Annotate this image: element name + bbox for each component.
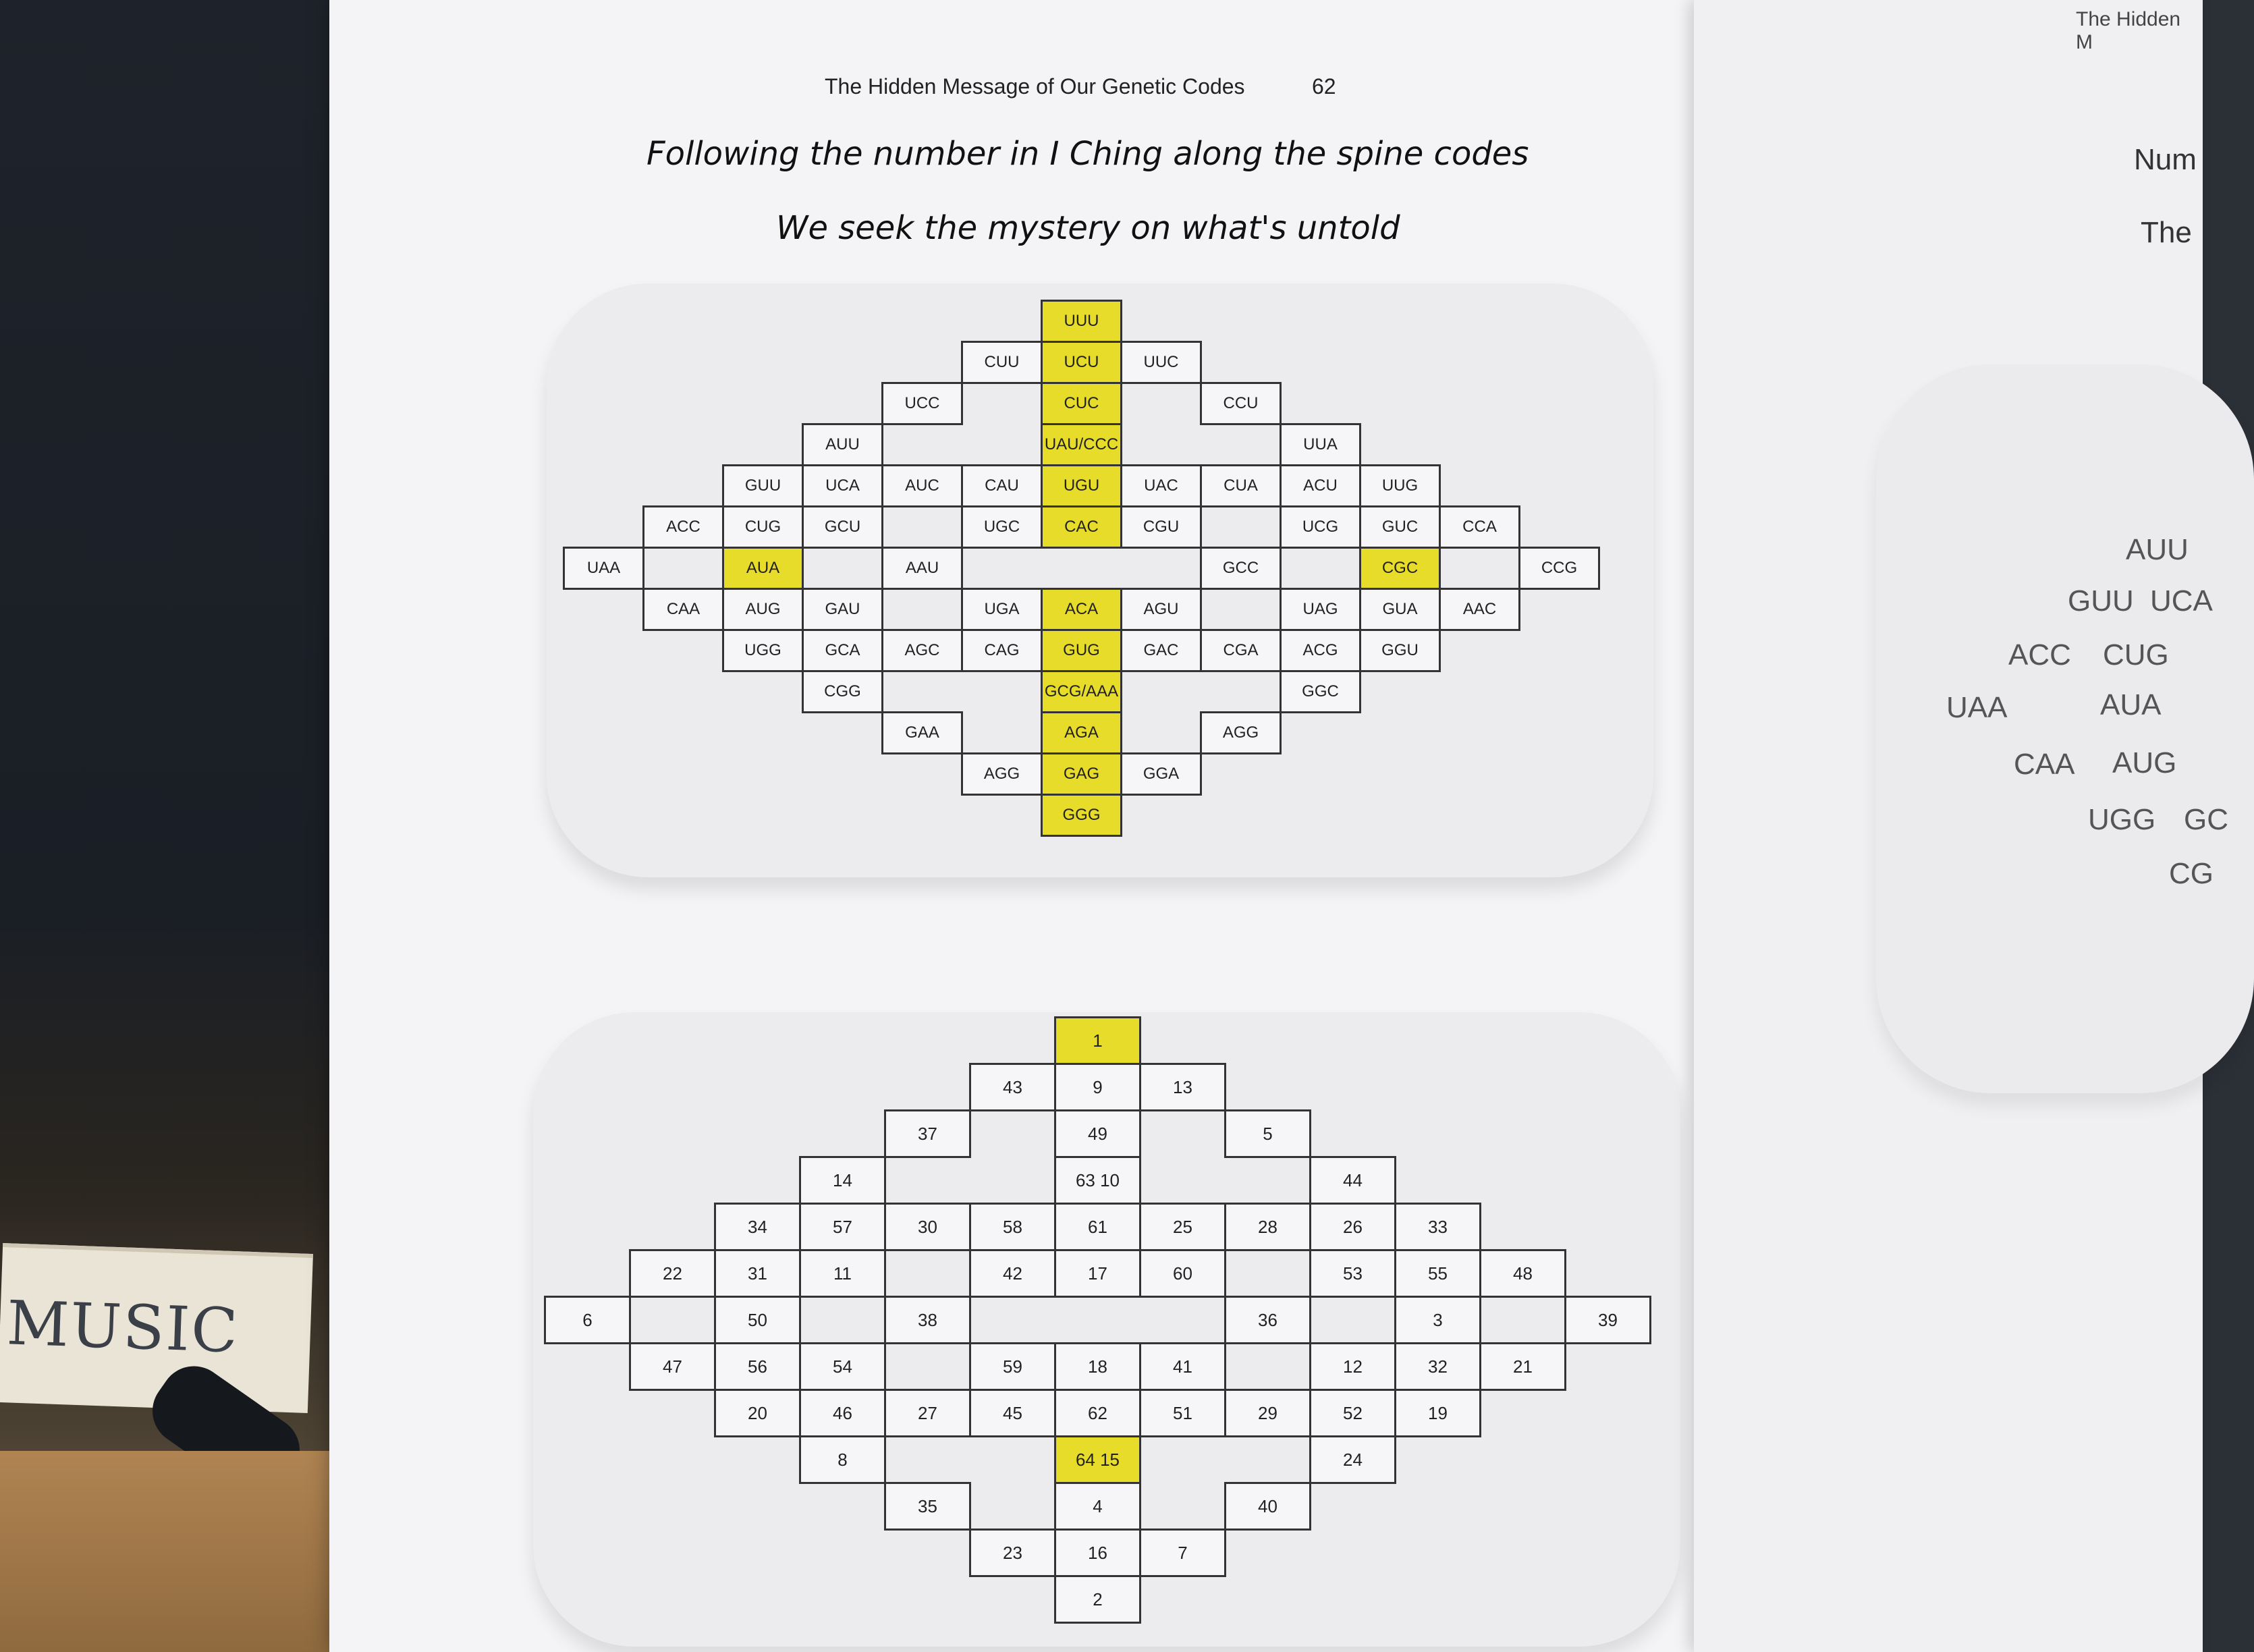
codon-cell: GCU [802,505,883,549]
number-cell: 61 [1054,1203,1141,1251]
number-cell: 33 [1394,1203,1481,1251]
number-cell: 63 10 [1054,1156,1141,1205]
codon-cell: GAA [881,711,963,754]
codon-cell: GAU [802,588,883,631]
number-cell: 56 [714,1342,801,1391]
codon-cell: UGG [722,629,804,672]
codon-cell: CUA [1200,464,1282,507]
number-cell: 20 [714,1389,801,1437]
number-cell: 47 [629,1342,716,1391]
codon-cell: GUA [1359,588,1441,631]
number-cell: 9 [1054,1063,1141,1111]
number-cell: 23 [969,1529,1056,1577]
right-page-codon: ACC [2008,638,2071,671]
codon-cell: GGU [1359,629,1441,672]
right-page-codon: AUA [2100,688,2162,721]
codon-cell: CGG [802,670,883,713]
right-page-codon: UCA [2150,584,2213,617]
music-book [0,1243,313,1413]
number-cell: 4 [1054,1482,1141,1531]
codon-cell: UUA [1280,423,1361,466]
number-cell: 6 [544,1296,631,1344]
number-cell: 38 [884,1296,971,1344]
codon-cell: GUC [1359,505,1441,549]
right-page-codon: GUU [2068,584,2134,617]
codon-cell: UCC [881,382,963,425]
number-cell: 37 [884,1109,971,1158]
number-cell: 51 [1139,1389,1226,1437]
number-cell: 40 [1224,1482,1311,1531]
codon-cell: AGG [961,752,1043,796]
codon-cell: UUG [1359,464,1441,507]
codon-cell: GUU [722,464,804,507]
number-cell: 17 [1054,1249,1141,1298]
number-cell: 46 [799,1389,886,1437]
number-cell: 3 [1394,1296,1481,1344]
codon-cell: ACG [1280,629,1361,672]
codon-cell: AGU [1120,588,1202,631]
right-page-line-2: The [2141,216,2192,249]
codon-cell: CUC [1041,382,1122,425]
codon-cell: AUU [802,423,883,466]
right-page-codon: UGG [2088,803,2156,836]
number-cell: 16 [1054,1529,1141,1577]
number-cell: 64 15 [1054,1435,1141,1484]
codon-cell: AUC [881,464,963,507]
number-cell: 62 [1054,1389,1141,1437]
number-cell: 31 [714,1249,801,1298]
number-cell: 41 [1139,1342,1226,1391]
codon-cell: UCU [1041,341,1122,384]
number-cell: 14 [799,1156,886,1205]
wood-surface [0,1451,337,1652]
codon-cell: CCG [1518,547,1600,590]
codon-cell: ACA [1041,588,1122,631]
number-cell: 7 [1139,1529,1226,1577]
number-cell: 52 [1309,1389,1396,1437]
number-cell: 24 [1309,1435,1396,1484]
codon-cell: CCU [1200,382,1282,425]
verse-line-1: Following the number in I Ching along the spine codes [647,135,1529,173]
codon-cell: GAC [1120,629,1202,672]
codon-cell: UAU/CCC [1041,423,1122,466]
number-cell: 25 [1139,1203,1226,1251]
number-cell: 43 [969,1063,1056,1111]
number-cell: 1 [1054,1016,1141,1065]
number-cell: 22 [629,1249,716,1298]
codon-cell: ACC [642,505,724,549]
right-page-codon: AUU [2126,533,2189,566]
codon-cell: AUG [722,588,804,631]
codon-cell: GGC [1280,670,1361,713]
codon-cell: CCA [1439,505,1520,549]
right-page-codon: GC [2184,803,2228,836]
page-number: 62 [1312,74,1336,99]
codon-cell: CGA [1200,629,1282,672]
codon-cell: CAU [961,464,1043,507]
codon-cell: CUG [722,505,804,549]
number-cell: 58 [969,1203,1056,1251]
codon-cell: UAA [563,547,644,590]
number-cell: 42 [969,1249,1056,1298]
number-cell: 45 [969,1389,1056,1437]
number-cell: 19 [1394,1389,1481,1437]
codon-cell: UGC [961,505,1043,549]
number-cell: 8 [799,1435,886,1484]
codon-cell: UUU [1041,300,1122,343]
codon-cell: CUU [961,341,1043,384]
number-cell: 53 [1309,1249,1396,1298]
codon-cell: GGG [1041,794,1122,837]
number-cell: 44 [1309,1156,1396,1205]
number-cell: 55 [1394,1249,1481,1298]
number-cell: 2 [1054,1575,1141,1624]
number-cell: 12 [1309,1342,1396,1391]
verse-line-2: We seek the mystery on what's untold [776,209,1400,247]
codon-cell: UCA [802,464,883,507]
codon-cell: CGC [1359,547,1441,590]
music-book-label: MUSIC [5,1288,240,1367]
number-cell: 13 [1139,1063,1226,1111]
codon-cell: UUC [1120,341,1202,384]
codon-cell: GCG/AAA [1041,670,1122,713]
codon-cell: AAC [1439,588,1520,631]
codon-cell: GAG [1041,752,1122,796]
codon-cell: UGA [961,588,1043,631]
codon-cell: CAA [642,588,724,631]
codon-cell: CGU [1120,505,1202,549]
codon-cell: AGC [881,629,963,672]
codon-cell: UCG [1280,505,1361,549]
number-cell: 32 [1394,1342,1481,1391]
number-cell: 39 [1564,1296,1651,1344]
number-cell: 49 [1054,1109,1141,1158]
codon-cell: UAG [1280,588,1361,631]
number-cell: 35 [884,1482,971,1531]
number-cell: 21 [1479,1342,1566,1391]
codon-cell: CAG [961,629,1043,672]
codon-cell: GUG [1041,629,1122,672]
number-cell: 48 [1479,1249,1566,1298]
number-cell: 29 [1224,1389,1311,1437]
codon-cell: GGA [1120,752,1202,796]
number-cell: 60 [1139,1249,1226,1298]
codon-cell: ACU [1280,464,1361,507]
codon-cell: GCC [1200,547,1282,590]
right-page-codon: CG [2169,857,2214,890]
page-header-title: The Hidden Message of Our Genetic Codes [825,74,1245,99]
number-cell: 57 [799,1203,886,1251]
codon-cell: AGA [1041,711,1122,754]
number-cell: 27 [884,1389,971,1437]
right-page-codon: CAA [2014,748,2075,781]
codon-cell: AGG [1200,711,1282,754]
number-cell: 34 [714,1203,801,1251]
codon-cell: UAC [1120,464,1202,507]
number-cell: 11 [799,1249,886,1298]
right-page-codon: CUG [2103,638,2169,671]
number-cell: 59 [969,1342,1056,1391]
number-cell: 30 [884,1203,971,1251]
number-cell: 26 [1309,1203,1396,1251]
number-cell: 36 [1224,1296,1311,1344]
codon-cell: AAU [881,547,963,590]
codon-cell: UGU [1041,464,1122,507]
number-cell: 28 [1224,1203,1311,1251]
codon-cell: AUA [722,547,804,590]
number-cell: 50 [714,1296,801,1344]
codon-cell: GCA [802,629,883,672]
right-page-codon: AUG [2112,746,2177,779]
right-page-codon: UAA [1946,691,2008,724]
number-cell: 54 [799,1342,886,1391]
right-page-panel [1876,364,2254,1093]
right-page-header: The Hidden M [2076,8,2181,53]
right-page-line-1: Num [2134,143,2197,176]
number-cell: 5 [1224,1109,1311,1158]
number-cell: 18 [1054,1342,1141,1391]
codon-cell: CAC [1041,505,1122,549]
